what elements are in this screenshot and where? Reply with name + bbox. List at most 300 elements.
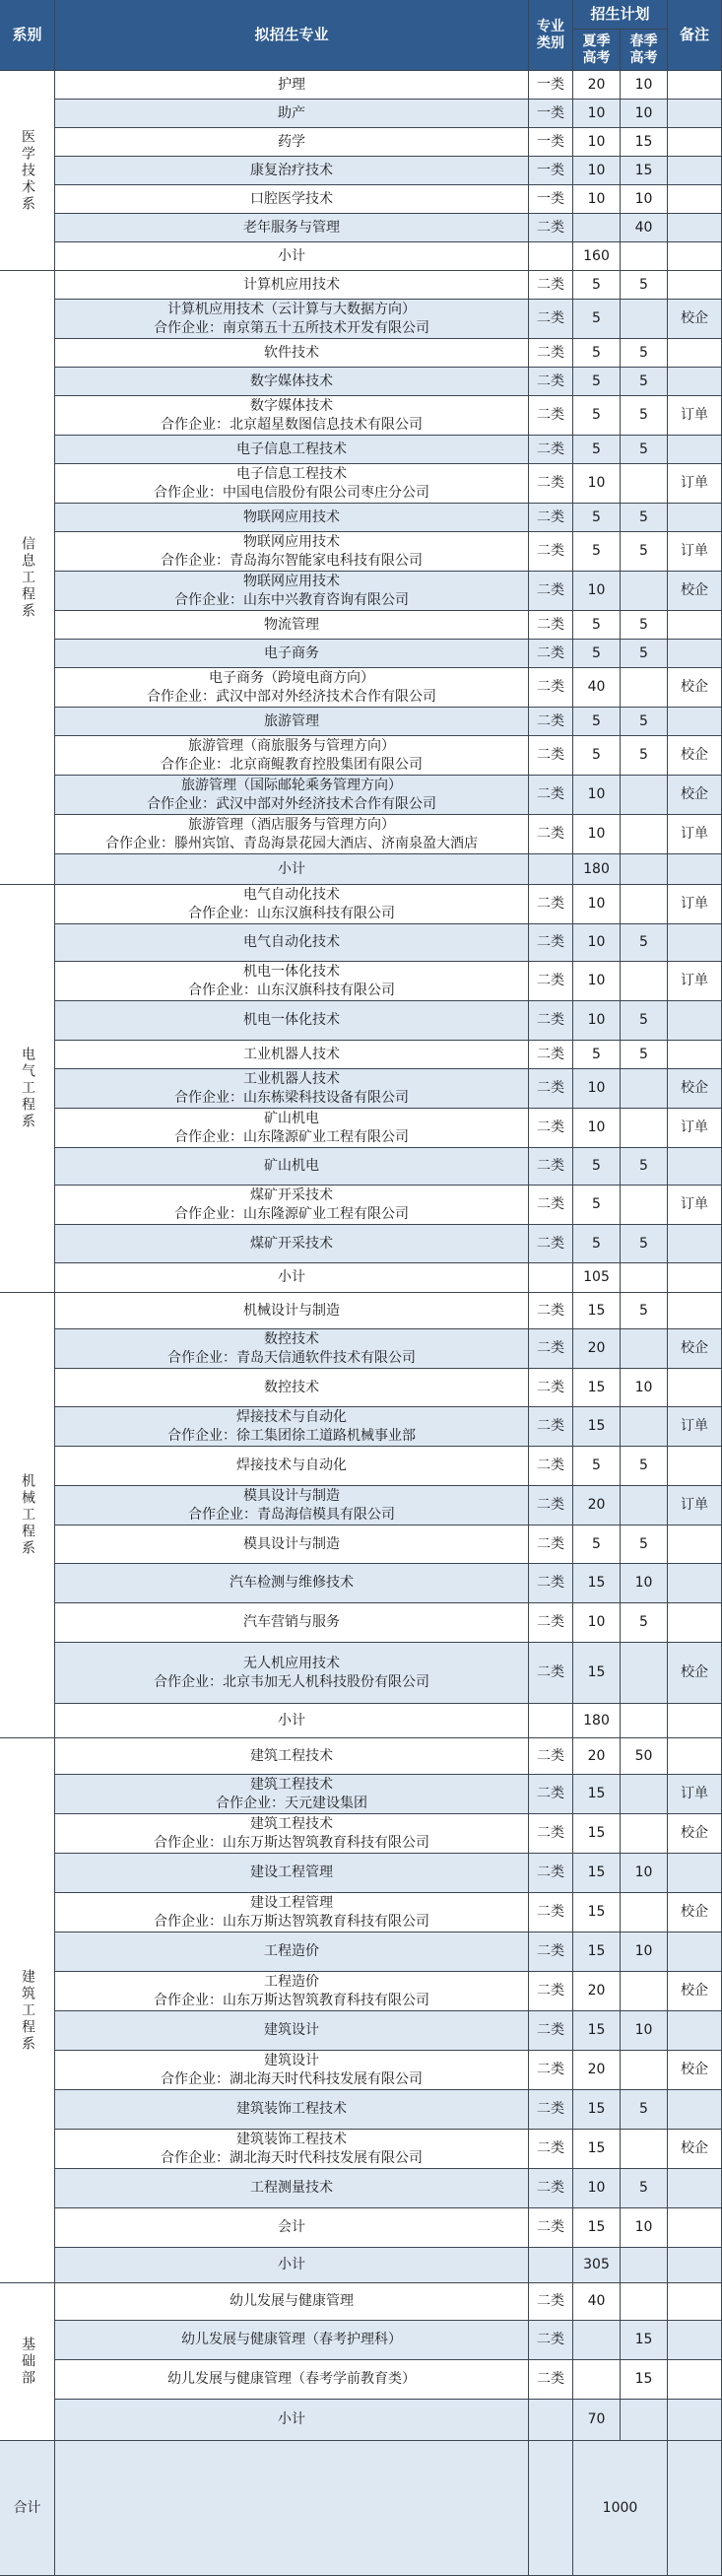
remark-cell (668, 2321, 722, 2360)
spring-quota (621, 1643, 668, 1704)
category-cell: 二类 (529, 1775, 573, 1814)
major-cell: 机电一体化技术 (55, 1001, 529, 1041)
category-cell (529, 2248, 573, 2283)
subtotal-value: 305 (573, 2248, 621, 2283)
category-cell: 二类 (529, 668, 573, 708)
header-remark: 备注 (668, 0, 722, 71)
category-cell: 二类 (529, 1893, 573, 1932)
category-cell: 二类 (529, 1148, 573, 1186)
partner-company: 合作企业：北京商鲲教育控股集团有限公司 (161, 756, 423, 773)
category-cell (529, 2400, 573, 2441)
category-cell: 二类 (529, 2321, 573, 2360)
summer-quota: 5 (573, 300, 621, 339)
summer-quota: 15 (573, 1643, 621, 1704)
major-name: 煤矿开采技术 (250, 1187, 333, 1204)
remark-cell (668, 924, 722, 962)
category-cell: 二类 (529, 1932, 573, 1972)
major-cell (55, 815, 529, 854)
category-cell: 二类 (529, 2090, 573, 2130)
remark-cell (668, 854, 722, 885)
category-cell: 二类 (529, 2208, 573, 2248)
summer-quota: 10 (573, 185, 621, 214)
remark-cell: 订单 (668, 532, 722, 572)
spring-quota (621, 962, 668, 1001)
remark-cell: 订单 (668, 1186, 722, 1225)
major-name: 矿山机电 (264, 1111, 319, 1127)
major-cell (55, 1486, 529, 1525)
partner-company: 合作企业：北京韦加无人机科技股份有限公司 (154, 1673, 429, 1690)
spring-quota: 5 (621, 1603, 668, 1643)
spring-quota: 5 (621, 924, 668, 962)
major-cell: 幼儿发展与健康管理（春考护理科） (55, 2321, 529, 2360)
spring-quota: 5 (621, 436, 668, 464)
spring-quota (621, 242, 668, 271)
remark-cell (668, 128, 722, 157)
header-summer: 夏季高考 (573, 30, 621, 71)
partner-company: 合作企业：山东栋梁科技设备有限公司 (174, 1089, 409, 1106)
major-name: 电气自动化技术 (243, 887, 340, 904)
summer-quota: 10 (573, 2169, 621, 2208)
spring-quota: 15 (621, 2360, 668, 2400)
summer-quota: 15 (573, 1407, 621, 1447)
remark-cell: 校企 (668, 1972, 722, 2011)
major-name: 无人机应用技术 (243, 1656, 340, 1672)
partner-company: 合作企业：武汉中部对外经济技术合作有限公司 (147, 688, 436, 705)
spring-quota (621, 2283, 668, 2321)
partner-company: 合作企业：北京超星数图信息技术有限公司 (161, 416, 423, 433)
subtotal-label: 小计 (55, 2248, 529, 2283)
remark-cell (668, 242, 722, 271)
major-cell (55, 1109, 529, 1148)
spring-quota (621, 668, 668, 708)
major-name: 建筑工程技术 (250, 1816, 333, 1833)
category-cell: 二类 (529, 1369, 573, 1407)
total-label: 合计 (0, 2441, 55, 2576)
spring-quota: 10 (621, 2208, 668, 2248)
remark-cell: 校企 (668, 2130, 722, 2169)
remark-cell (668, 157, 722, 185)
category-cell: 二类 (529, 776, 573, 815)
remark-cell (668, 368, 722, 396)
major-cell (55, 1643, 529, 1704)
remark-cell: 校企 (668, 668, 722, 708)
major-cell: 建筑工程技术 (55, 1738, 529, 1775)
spring-quota: 5 (621, 1148, 668, 1186)
spring-quota: 5 (621, 1293, 668, 1329)
spring-quota: 10 (621, 1564, 668, 1603)
remark-cell: 校企 (668, 1329, 722, 1369)
category-cell: 一类 (529, 157, 573, 185)
category-cell: 二类 (529, 708, 573, 736)
remark-cell (668, 1603, 722, 1643)
remark-cell (668, 1447, 722, 1486)
summer-quota: 20 (573, 2051, 621, 2090)
major-cell: 工程测量技术 (55, 2169, 529, 2208)
remark-cell: 订单 (668, 885, 722, 924)
major-cell: 会计 (55, 2208, 529, 2248)
remark-cell: 校企 (668, 776, 722, 815)
spring-quota: 10 (621, 1369, 668, 1407)
remark-cell (668, 640, 722, 668)
summer-quota: 15 (573, 1564, 621, 1603)
spring-quota (621, 1109, 668, 1148)
partner-company: 合作企业：青岛海信模具有限公司 (188, 1506, 395, 1523)
category-cell: 二类 (529, 1814, 573, 1854)
summer-quota: 10 (573, 572, 621, 611)
spring-quota: 50 (621, 1738, 668, 1775)
major-name: 旅游管理（国际邮轮乘务管理方向） (181, 778, 402, 794)
category-cell: 二类 (529, 2051, 573, 2090)
department-label: 建筑工程系 (20, 1968, 36, 2053)
category-cell: 二类 (529, 2169, 573, 2208)
summer-quota: 20 (573, 1738, 621, 1775)
category-cell: 二类 (529, 1564, 573, 1603)
department-label: 基础部 (20, 2337, 36, 2387)
category-cell: 二类 (529, 396, 573, 436)
category-cell: 二类 (529, 1109, 573, 1148)
major-cell: 助产 (55, 100, 529, 128)
remark-cell (668, 71, 722, 100)
summer-quota: 10 (573, 464, 621, 504)
major-name: 建筑设计 (264, 2053, 319, 2069)
major-cell (55, 668, 529, 708)
spring-quota: 5 (621, 396, 668, 436)
summer-quota: 10 (573, 1109, 621, 1148)
partner-company: 合作企业：南京第五十五所技术开发有限公司 (154, 319, 429, 336)
category-cell: 二类 (529, 1041, 573, 1069)
remark-cell (668, 611, 722, 640)
spring-quota: 5 (621, 1001, 668, 1041)
category-cell: 二类 (529, 368, 573, 396)
spring-quota: 5 (621, 2169, 668, 2208)
spring-quota (621, 1069, 668, 1109)
summer-quota: 5 (573, 1148, 621, 1186)
summer-quota: 15 (573, 2130, 621, 2169)
category-cell: 二类 (529, 885, 573, 924)
major-cell: 模具设计与制造 (55, 1525, 529, 1564)
category-cell: 二类 (529, 1447, 573, 1486)
major-cell: 数控技术 (55, 1369, 529, 1407)
remark-cell (668, 1704, 722, 1738)
summer-quota: 10 (573, 924, 621, 962)
major-cell (55, 1186, 529, 1225)
partner-company: 合作企业：青岛海尔智能家电科技有限公司 (161, 552, 423, 569)
spring-quota: 10 (621, 1932, 668, 1972)
summer-quota: 5 (573, 271, 621, 300)
total-major-empty (55, 2441, 529, 2576)
category-cell: 二类 (529, 962, 573, 1001)
spring-quota: 5 (621, 1225, 668, 1263)
department-name (0, 271, 55, 885)
summer-quota: 40 (573, 2283, 621, 2321)
header-category: 专业类别 (529, 0, 573, 71)
major-cell (55, 1329, 529, 1369)
spring-quota (621, 1186, 668, 1225)
header-plan: 招生计划 (573, 0, 668, 30)
spring-quota (621, 464, 668, 504)
major-name: 电子商务（跨境电商方向） (209, 670, 374, 687)
spring-quota: 5 (621, 2090, 668, 2130)
category-cell: 二类 (529, 1293, 573, 1329)
summer-quota: 15 (573, 2090, 621, 2130)
major-cell: 数字媒体技术 (55, 368, 529, 396)
category-cell: 二类 (529, 464, 573, 504)
summer-quota: 10 (573, 885, 621, 924)
summer-quota: 15 (573, 1369, 621, 1407)
remark-cell (668, 1041, 722, 1069)
remark-cell (668, 2360, 722, 2400)
spring-quota: 10 (621, 2011, 668, 2051)
remark-cell: 校企 (668, 1814, 722, 1854)
category-cell: 二类 (529, 1854, 573, 1893)
summer-quota: 5 (573, 368, 621, 396)
category-cell: 二类 (529, 339, 573, 368)
summer-quota: 20 (573, 1972, 621, 2011)
partner-company: 合作企业：山东万斯达智筑教育科技有限公司 (154, 1834, 429, 1851)
summer-quota: 15 (573, 1893, 621, 1932)
major-name: 工业机器人技术 (243, 1071, 340, 1088)
major-cell: 物联网应用技术 (55, 504, 529, 532)
remark-cell (668, 2011, 722, 2051)
major-cell: 电子信息工程技术 (55, 436, 529, 464)
major-cell: 旅游管理 (55, 708, 529, 736)
spring-quota: 5 (621, 736, 668, 776)
spring-quota (621, 2400, 668, 2441)
spring-quota (621, 854, 668, 885)
subtotal-label: 小计 (55, 1263, 529, 1293)
major-name: 数字媒体技术 (250, 398, 333, 415)
summer-quota: 15 (573, 1854, 621, 1893)
category-cell: 二类 (529, 2283, 573, 2321)
subtotal-value: 70 (573, 2400, 621, 2441)
remark-cell (668, 1001, 722, 1041)
category-cell: 二类 (529, 504, 573, 532)
major-name: 物联网应用技术 (243, 574, 340, 590)
spring-quota (621, 2130, 668, 2169)
remark-cell (668, 1932, 722, 1972)
remark-cell (668, 1564, 722, 1603)
remark-cell: 订单 (668, 1486, 722, 1525)
major-cell: 计算机应用技术 (55, 271, 529, 300)
major-cell: 护理 (55, 71, 529, 100)
subtotal-value: 180 (573, 854, 621, 885)
remark-cell (668, 2208, 722, 2248)
category-cell: 二类 (529, 1186, 573, 1225)
summer-quota: 20 (573, 1329, 621, 1369)
major-cell: 电气自动化技术 (55, 924, 529, 962)
subtotal-value: 180 (573, 1704, 621, 1738)
spring-quota: 5 (621, 504, 668, 532)
summer-quota: 10 (573, 962, 621, 1001)
category-cell: 一类 (529, 71, 573, 100)
major-name: 建设工程管理 (250, 1895, 333, 1912)
category-cell: 二类 (529, 736, 573, 776)
major-cell: 矿山机电 (55, 1148, 529, 1186)
partner-company: 合作企业：山东中兴教育咨询有限公司 (174, 591, 409, 608)
major-cell: 机械设计与制造 (55, 1293, 529, 1329)
spring-quota (621, 1329, 668, 1369)
summer-quota: 10 (573, 1001, 621, 1041)
major-name: 焊接技术与自动化 (236, 1409, 347, 1426)
spring-quota: 40 (621, 214, 668, 242)
summer-quota: 5 (573, 339, 621, 368)
spring-quota: 10 (621, 71, 668, 100)
remark-cell (668, 1263, 722, 1293)
summer-quota: 5 (573, 1447, 621, 1486)
partner-company: 合作企业：山东隆源矿业工程有限公司 (174, 1205, 409, 1222)
spring-quota: 15 (621, 2321, 668, 2360)
remark-cell (668, 708, 722, 736)
major-cell (55, 396, 529, 436)
major-name: 旅游管理（酒店服务与管理方向） (188, 817, 395, 834)
spring-quota: 10 (621, 100, 668, 128)
category-cell: 二类 (529, 532, 573, 572)
major-cell: 老年服务与管理 (55, 214, 529, 242)
major-cell (55, 1069, 529, 1109)
remark-cell: 校企 (668, 1893, 722, 1932)
category-cell: 二类 (529, 2360, 573, 2400)
remark-cell: 校企 (668, 1069, 722, 1109)
partner-company: 合作企业：滕州宾馆、青岛海景花园大酒店、济南泉盈大酒店 (105, 835, 478, 851)
summer-quota: 5 (573, 611, 621, 640)
spring-quota: 15 (621, 128, 668, 157)
category-cell: 二类 (529, 1486, 573, 1525)
partner-company: 合作企业：中国电信股份有限公司枣庄分公司 (154, 484, 429, 501)
major-cell (55, 885, 529, 924)
major-cell: 汽车检测与维修技术 (55, 1564, 529, 1603)
remark-cell (668, 1854, 722, 1893)
major-name: 计算机应用技术（云计算与大数据方向） (167, 302, 416, 318)
remark-cell (668, 1369, 722, 1407)
remark-cell: 订单 (668, 396, 722, 436)
remark-cell (668, 1225, 722, 1263)
major-cell: 工业机器人技术 (55, 1041, 529, 1069)
major-cell: 药学 (55, 128, 529, 157)
summer-quota: 10 (573, 128, 621, 157)
remark-cell (668, 271, 722, 300)
summer-quota: 10 (573, 776, 621, 815)
summer-quota: 10 (573, 1603, 621, 1643)
partner-company: 合作企业：山东隆源矿业工程有限公司 (174, 1128, 409, 1145)
major-cell: 建筑设计 (55, 2011, 529, 2051)
major-name: 数控技术 (264, 1331, 319, 1348)
spring-quota: 5 (621, 708, 668, 736)
summer-quota: 5 (573, 708, 621, 736)
category-cell: 二类 (529, 1407, 573, 1447)
category-cell: 二类 (529, 1643, 573, 1704)
header-major: 拟招生专业 (55, 0, 529, 71)
major-name: 机电一体化技术 (243, 964, 340, 981)
spring-quota: 5 (621, 271, 668, 300)
spring-quota (621, 572, 668, 611)
summer-quota: 10 (573, 815, 621, 854)
spring-quota: 5 (621, 339, 668, 368)
partner-company: 合作企业：山东万斯达智筑教育科技有限公司 (154, 1913, 429, 1930)
major-name: 工程造价 (264, 1974, 319, 1991)
header-spring: 春季高考 (621, 30, 668, 71)
summer-quota (573, 2360, 621, 2400)
spring-quota (621, 885, 668, 924)
partner-company: 合作企业：湖北海天时代科技发展有限公司 (161, 2149, 423, 2166)
spring-quota: 5 (621, 368, 668, 396)
remark-cell (668, 2283, 722, 2321)
remark-cell: 校企 (668, 572, 722, 611)
summer-quota: 5 (573, 736, 621, 776)
category-cell: 二类 (529, 271, 573, 300)
summer-quota: 20 (573, 1486, 621, 1525)
remark-cell (668, 2169, 722, 2208)
category-cell (529, 1263, 573, 1293)
category-cell (529, 854, 573, 885)
category-cell: 二类 (529, 2011, 573, 2051)
summer-quota: 5 (573, 396, 621, 436)
remark-cell (668, 1293, 722, 1329)
spring-quota (621, 1486, 668, 1525)
remark-cell: 订单 (668, 1109, 722, 1148)
summer-quota: 15 (573, 2208, 621, 2248)
major-name: 模具设计与制造 (243, 1488, 340, 1505)
partner-company: 合作企业：山东万斯达智筑教育科技有限公司 (154, 1992, 429, 2008)
spring-quota: 10 (621, 1854, 668, 1893)
category-cell (529, 242, 573, 271)
major-cell (55, 572, 529, 611)
category-cell (529, 1704, 573, 1738)
header-dept: 系别 (0, 0, 55, 71)
remark-cell: 订单 (668, 1407, 722, 1447)
remark-cell (668, 100, 722, 128)
remark-cell (668, 1738, 722, 1775)
total-value: 1000 (573, 2441, 668, 2576)
major-cell (55, 1814, 529, 1854)
major-cell: 幼儿发展与健康管理（春考学前教育类） (55, 2360, 529, 2400)
category-cell: 一类 (529, 185, 573, 214)
department-name (0, 2283, 55, 2441)
remark-cell: 订单 (668, 815, 722, 854)
remark-cell (668, 2400, 722, 2441)
summer-quota: 40 (573, 668, 621, 708)
summer-quota: 5 (573, 504, 621, 532)
subtotal-label: 小计 (55, 2400, 529, 2441)
summer-quota: 15 (573, 1775, 621, 1814)
partner-company: 合作企业：武汉中部对外经济技术合作有限公司 (147, 795, 436, 812)
total-category-empty (529, 2441, 573, 2576)
remark-cell: 校企 (668, 300, 722, 339)
category-cell: 二类 (529, 1738, 573, 1775)
spring-quota (621, 1263, 668, 1293)
summer-quota: 15 (573, 1932, 621, 1972)
subtotal-value: 105 (573, 1263, 621, 1293)
major-cell: 口腔医学技术 (55, 185, 529, 214)
major-cell (55, 962, 529, 1001)
major-cell (55, 2130, 529, 2169)
remark-cell: 订单 (668, 1775, 722, 1814)
category-cell: 一类 (529, 100, 573, 128)
category-cell: 二类 (529, 640, 573, 668)
remark-cell (668, 214, 722, 242)
category-cell: 二类 (529, 300, 573, 339)
remark-cell: 校企 (668, 736, 722, 776)
partner-company: 合作企业：青岛天信通软件技术有限公司 (167, 1349, 416, 1366)
department-name (0, 885, 55, 1293)
summer-quota: 5 (573, 640, 621, 668)
major-cell (55, 1407, 529, 1447)
major-cell (55, 532, 529, 572)
spring-quota: 5 (621, 532, 668, 572)
spring-quota: 5 (621, 1525, 668, 1564)
major-cell (55, 464, 529, 504)
remark-cell (668, 185, 722, 214)
summer-quota: 15 (573, 2011, 621, 2051)
